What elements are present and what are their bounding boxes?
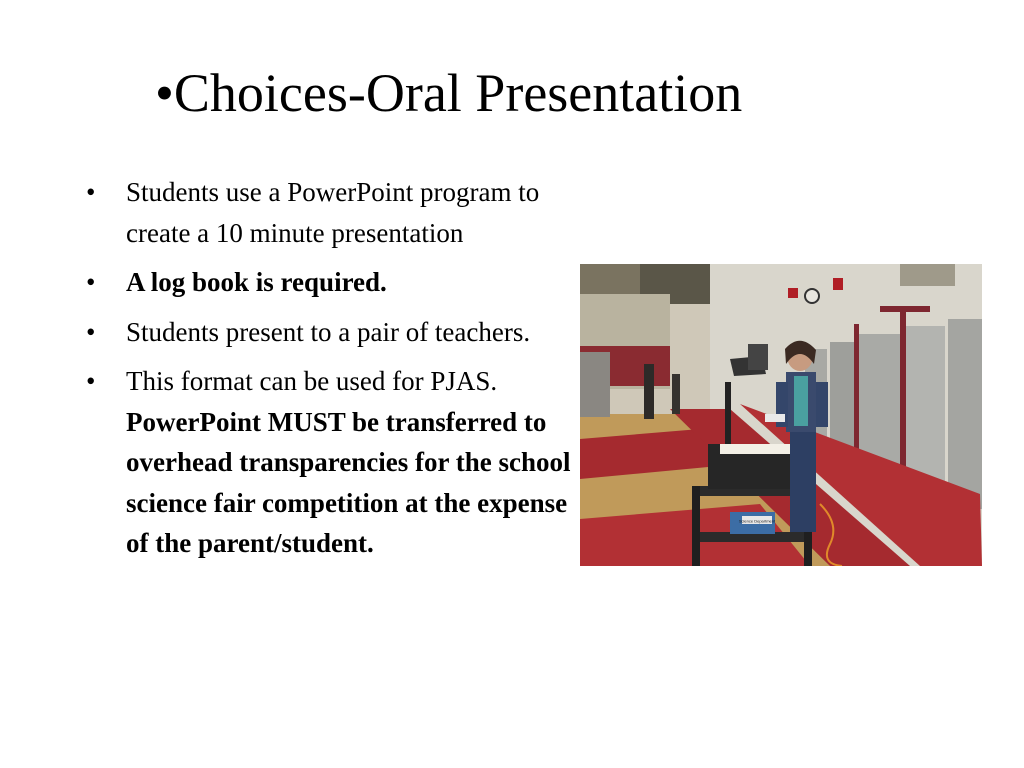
- bullet-text: A log book is required.: [126, 267, 387, 297]
- bullet-text: This format can be used for PJAS.: [126, 366, 498, 396]
- svg-text:Science Department: Science Department: [738, 518, 776, 524]
- bullet-text: Students present to a pair of teachers.: [126, 316, 531, 347]
- bullet-item: [86, 262, 576, 303]
- bullet-text-bold: PowerPoint MUST be transferred to overhead transparencies for the school science fair competition at the expense of the parent/student.: [126, 406, 571, 558]
- bullet-item: [86, 361, 576, 564]
- bullet-text: Students use a PowerPoint program to create a 10 minute presentation: [126, 177, 540, 248]
- slide-title: •Choices-Oral Presentation: [155, 63, 743, 123]
- bullet-dot: •: [86, 366, 96, 396]
- bullet-item: [86, 312, 576, 353]
- bullet-dot: •: [86, 267, 96, 297]
- bullet-item: [86, 172, 576, 253]
- presentation-photo: [580, 264, 982, 566]
- bullet-dot: •: [86, 177, 96, 207]
- bullet-list: [86, 172, 576, 573]
- bullet-dot: •: [86, 316, 96, 347]
